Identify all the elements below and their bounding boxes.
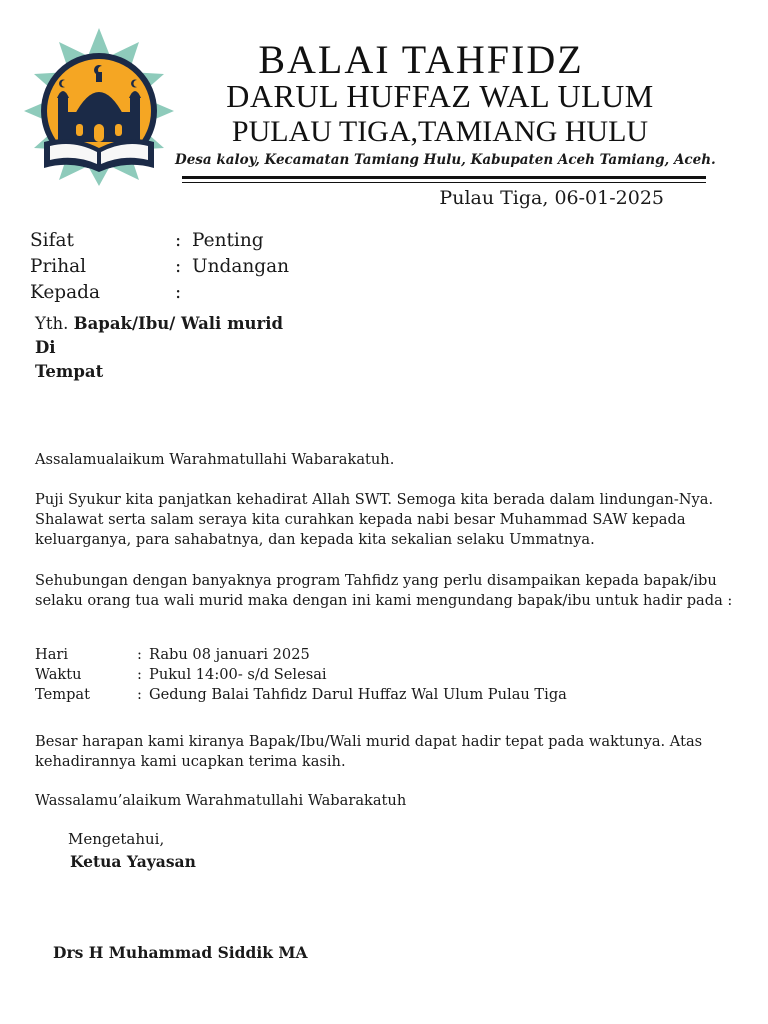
signatory-name: Drs H Muhammad Siddik MA xyxy=(53,943,308,962)
addressee-block xyxy=(35,312,283,384)
detail-label: Hari xyxy=(35,646,69,663)
letterhead-address: Desa kaloy, Kecamatan Tamiang Hulu, Kabupaten Aceh Tamiang, Aceh. xyxy=(175,152,716,168)
closing-salutation: Wassalamu’alaikum Warahmatullahi Wabarakatuh xyxy=(35,792,407,809)
paragraph-opening: Puji Syukur kita panjatkan kehadirat Allah SWT. Semoga kita berada dalam lindungan-Nya. Shalawat serta salam seraya kita curahkan kepada nabi besar Muhammad SAW kepada keluarganya, para sahabatnya, dan kepada kita sekalian selaku Ummatnya. xyxy=(35,491,714,548)
meta-label: Sifat xyxy=(30,230,74,251)
detail-row-waktu xyxy=(35,665,567,685)
meta-colon: : xyxy=(175,282,182,303)
header-rule-thin xyxy=(182,182,706,183)
meta-label: Kepada xyxy=(30,282,101,303)
letter-date: Pulau Tiga, 06-01-2025 xyxy=(439,187,664,209)
detail-colon: : xyxy=(137,666,142,683)
letterhead-location: PULAU TIGA,TAMIANG HULU xyxy=(231,115,649,148)
meta-value: Penting xyxy=(192,230,264,251)
letterhead-title: BALAI TAHFIDZ xyxy=(258,37,584,82)
detail-colon: : xyxy=(137,646,142,663)
meta-label: Prihal xyxy=(30,256,87,277)
letter-meta xyxy=(30,228,289,306)
detail-label: Waktu xyxy=(35,666,82,683)
meta-row-sifat xyxy=(30,228,289,254)
addressee-place: Tempat xyxy=(35,362,104,381)
header-rule-thick xyxy=(182,176,706,179)
detail-row-tempat xyxy=(35,685,567,705)
signatory-role: Ketua Yayasan xyxy=(70,852,196,871)
meta-colon: : xyxy=(175,230,182,251)
paragraph-invitation: Sehubungan dengan banyaknya program Tahfidz yang perlu disampaikan kepada bapak/ibu selaku orang tua wali murid maka dengan ini kami mengundang bapak/ibu untuk hadir pada : xyxy=(35,572,733,609)
detail-value: Rabu 08 januari 2025 xyxy=(149,646,310,663)
addressee-name: Bapak/Ibu/ Wali murid xyxy=(73,314,284,333)
meta-row-prihal xyxy=(30,254,289,280)
meta-value: Undangan xyxy=(192,256,290,277)
addressee-prefix: Yth. xyxy=(35,314,69,333)
letterhead-name: DARUL HUFFAZ WAL ULUM xyxy=(226,78,654,114)
detail-colon: : xyxy=(137,686,142,703)
detail-value: Gedung Balai Tahfidz Darul Huffaz Wal Ulum Pulau Tiga xyxy=(149,686,567,703)
addressee-di: Di xyxy=(35,338,56,357)
detail-value: Pukul 14:00- s/d Selesai xyxy=(149,666,327,683)
paragraph-closing: Besar harapan kami kiranya Bapak/Ibu/Wali murid dapat hadir tepat pada waktunya. Atas kehadirannya kami ucapkan terima kasih. xyxy=(35,733,703,770)
meta-row-kepada xyxy=(30,280,289,306)
acknowledged-label: Mengetahui, xyxy=(68,830,165,848)
greeting: Assalamualaikum Warahmatullahi Wabarakatuh. xyxy=(35,451,395,468)
event-details xyxy=(35,645,567,705)
detail-row-hari xyxy=(35,645,567,665)
detail-label: Tempat xyxy=(35,686,90,703)
meta-colon: : xyxy=(175,256,182,277)
